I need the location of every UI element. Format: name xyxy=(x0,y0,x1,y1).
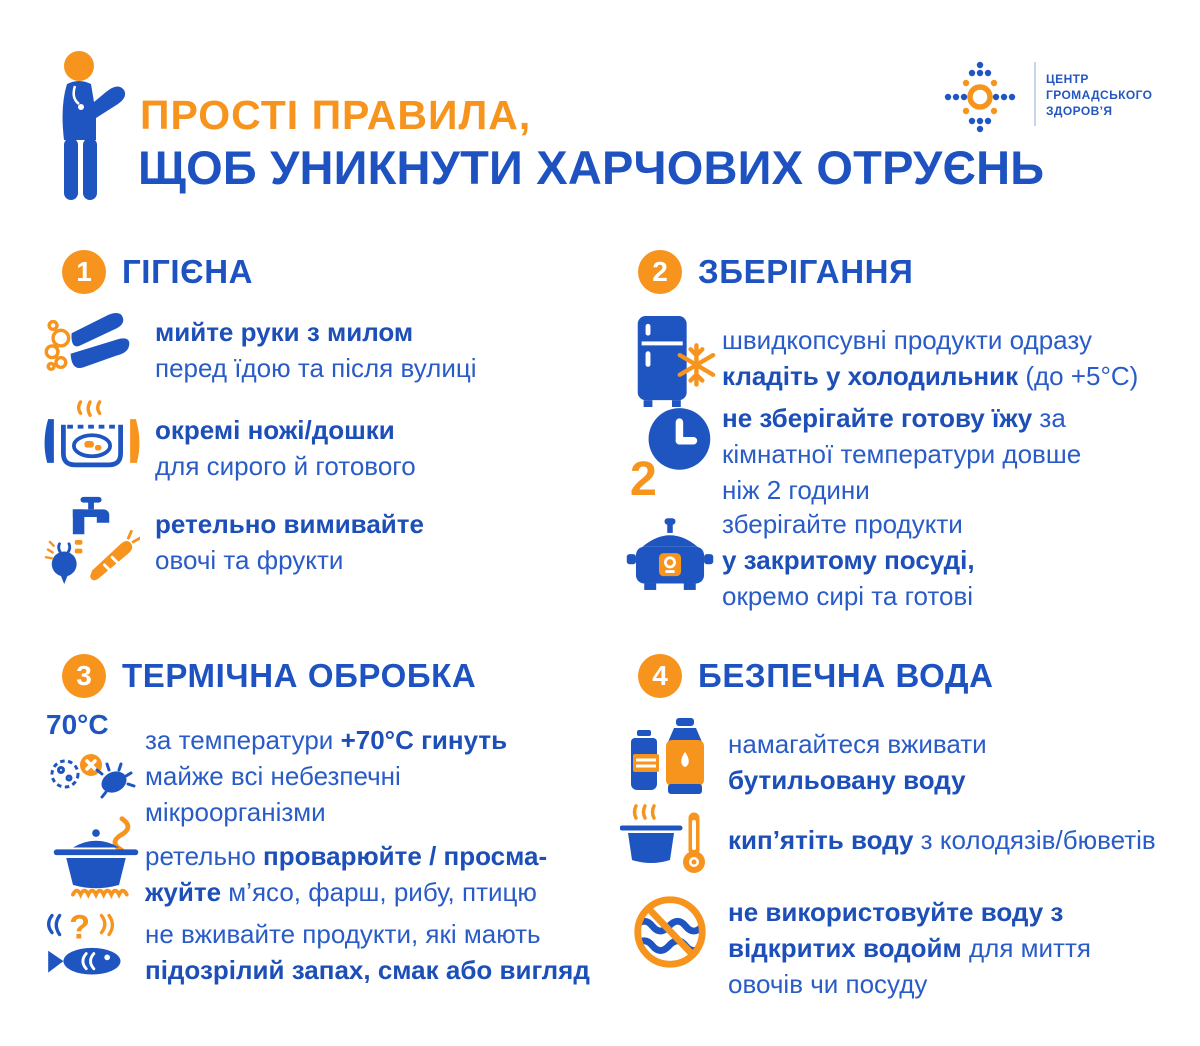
item-text: зберігайте продукти у закритому посуді, окремо сирі та готові xyxy=(722,509,975,611)
item-text: окремі ножі/дошки для сирого й готового xyxy=(155,415,416,481)
section-3-title: ТЕРМІЧНА ОБРОБКА xyxy=(122,657,477,694)
section-4-title: БЕЗПЕЧНА ВОДА xyxy=(698,657,994,694)
fridge-snowflake-icon xyxy=(626,314,716,410)
section-4-number-badge: 4 xyxy=(638,654,682,698)
item-text: за температури +70°С гинуть майже всі небезпечні мікроорганізми xyxy=(145,725,508,827)
section-1-number-badge: 1 xyxy=(62,250,106,294)
temperature-badge-text: 70°С xyxy=(46,710,109,740)
item-text: не використовуйте воду з відкритих водойм для миття овочів чи посуду xyxy=(728,897,1091,999)
hands-washing-icon xyxy=(44,306,142,380)
item-text: ретельно вимивайте овочі та фрукти xyxy=(155,509,424,575)
org-logo-divider xyxy=(1034,62,1036,126)
item-text: намагайтеся вживати бутильовану воду xyxy=(728,729,987,795)
org-logo-mark-icon xyxy=(938,55,1022,139)
section-1-title: ГІГІЄНА xyxy=(122,253,254,290)
question-mark-text: ? xyxy=(69,908,91,947)
section-2-title: ЗБЕРІГАННЯ xyxy=(698,253,914,290)
clock-2-hours-icon xyxy=(628,404,714,500)
no-open-water-icon xyxy=(628,890,712,974)
org-logo-line: ЗДОРОВ’Я xyxy=(1046,104,1113,118)
cutting-board-knives-icon xyxy=(36,400,148,482)
doctor-icon xyxy=(40,50,132,202)
section-2-number-badge: 2 xyxy=(638,250,682,294)
item-text: кип’ятіть воду з колодязів/бюветів xyxy=(728,825,1156,855)
org-logo-line: ГРОМАДСЬКОГО xyxy=(1046,88,1153,102)
boiling-pot-icon xyxy=(48,814,144,904)
item-text: швидкопсувні продукти одразу кладіть у холодильник (до +5°С) xyxy=(722,325,1139,391)
suspicious-fish-icon xyxy=(42,906,140,984)
item-text: мийте руки з милом перед їдою та після вулиці xyxy=(155,317,477,383)
page-title-line-1: ПРОСТІ ПРАВИЛА, xyxy=(140,92,532,138)
faucet-vegetables-icon xyxy=(44,494,140,586)
clock-2-digit: 2 xyxy=(629,452,657,500)
microbes-70-degrees-icon xyxy=(46,710,138,804)
bottled-water-icon xyxy=(628,714,714,804)
section-3-number-badge: 3 xyxy=(62,654,106,698)
covered-pot-icon xyxy=(624,514,716,596)
page-title-line-2: ЩОБ УНИКНУТИ ХАРЧОВИХ ОТРУЄНЬ xyxy=(138,141,1045,194)
item-text: не зберігайте готову їжу за кімнатної температури довше ніж 2 години xyxy=(722,403,1082,505)
item-text: ретельно проварюйте / просма- жуйте м’ясо, фарш, рибу, птицю xyxy=(145,841,548,907)
org-logo-text xyxy=(1046,71,1152,119)
org-logo-line: ЦЕНТР xyxy=(1046,72,1089,86)
item-text: не вживайте продукти, які мають підозрілий запах, смак або вигляд xyxy=(145,919,590,985)
boil-water-thermometer-icon xyxy=(620,804,716,890)
